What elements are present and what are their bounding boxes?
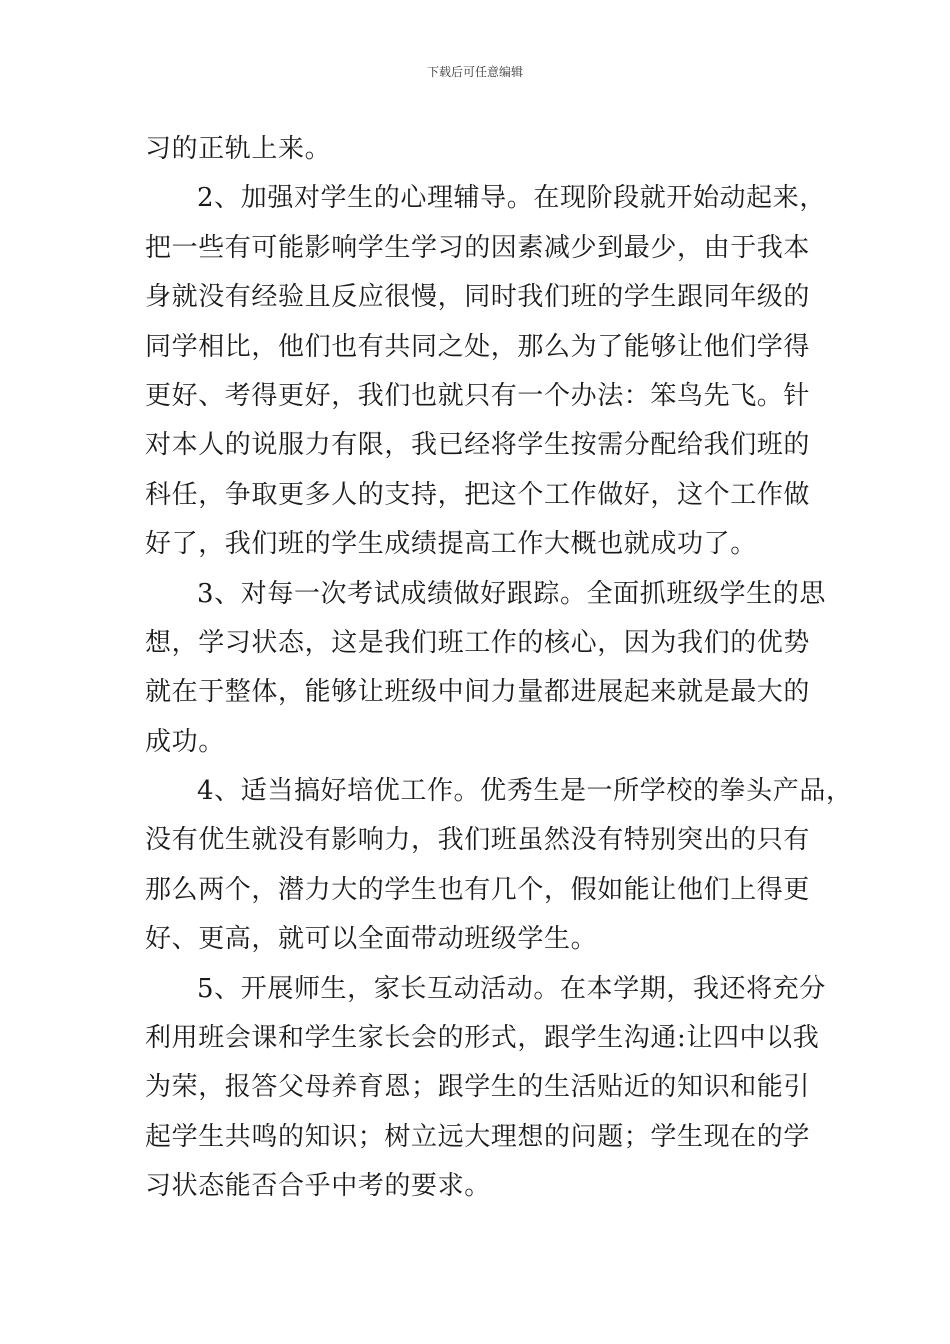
- text-line: 习的正轨上来。: [145, 134, 332, 164]
- text-line: 科任，争取更多人的支持，把这个工作做好，这个工作做: [145, 479, 811, 510]
- text-line: 想，学习状态，这是我们班工作的核心，因为我们的优势: [145, 627, 811, 658]
- body-text: [145, 125, 853, 1212]
- text-line: 为荣，报答父母养育恩；跟学生的生活贴近的知识和能引: [145, 1072, 811, 1103]
- text-line: 对本人的说服力有限，我已经将学生按需分配给我们班的: [145, 430, 811, 461]
- text-line: 就在于整体，能够让班级中间力量都进展起来就是最大的: [145, 677, 811, 708]
- paragraph-4-start: 4、适当搞好培优工作。优秀生是一所学校的拳头产品，: [197, 776, 853, 807]
- paragraph-3-start: 3、对每一次考试成绩做好跟踪。全面抓班级学生的思: [197, 578, 826, 609]
- paragraph-2-start: 2、加强对学生的心理辅导。在现阶段就开始动起来，: [197, 183, 826, 214]
- text-line: 同学相比，他们也有共同之处，那么为了能够让他们学得: [145, 331, 811, 362]
- text-line: 身就没有经验且反应很慢，同时我们班的学生跟同年级的: [145, 282, 811, 313]
- text-line: 利用班会课和学生家长会的形式，跟学生沟通:让四中以我: [145, 1023, 820, 1054]
- text-line: 更好、考得更好，我们也就只有一个办法：笨鸟先飞。针: [145, 380, 811, 411]
- text-line: 成功。: [145, 726, 225, 757]
- text-line: 把一些有可能影响学生学习的因素减少到最少，由于我本: [145, 232, 811, 263]
- text-line: 好了，我们班的学生成绩提高工作大概也就成功了。: [145, 529, 757, 560]
- text-line: 习状态能否合乎中考的要求。: [145, 1171, 491, 1202]
- page-header: 下载后可任意编辑: [426, 65, 523, 79]
- text-line: 起学生共鸣的知识；树立远大理想的问题；学生现在的学: [145, 1121, 811, 1152]
- text-line: 那么两个，潜力大的学生也有几个，假如能让他们上得更: [145, 874, 811, 905]
- text-line: 好、更高，就可以全面带动班级学生。: [145, 924, 598, 955]
- paragraph-5-start: 5、开展师生，家长互动活动。在本学期，我还将充分: [197, 973, 826, 1004]
- text-line: 没有优生就没有影响力，我们班虽然没有特别突出的只有: [145, 825, 811, 856]
